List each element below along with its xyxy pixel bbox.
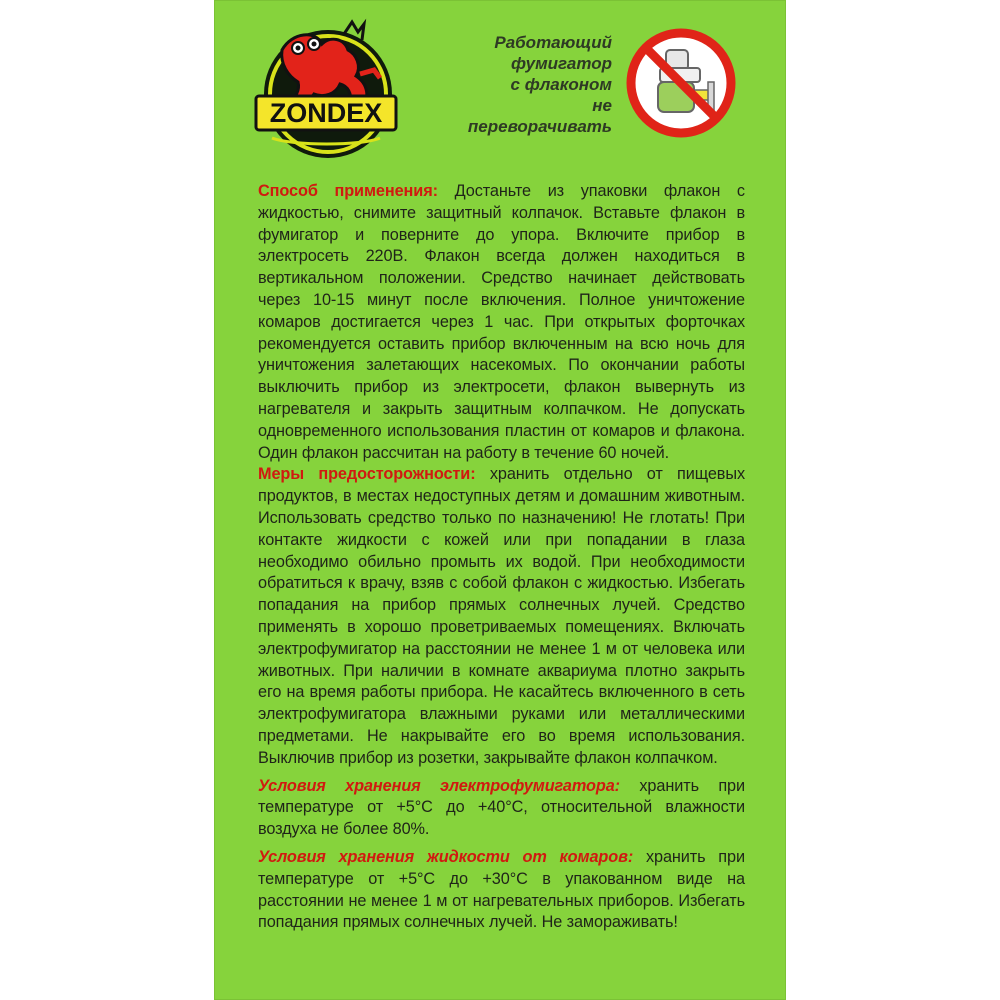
precautions-section xyxy=(258,464,745,769)
instructions-body xyxy=(258,181,745,934)
section-text: Достаньте из упаковки флакон с жидкостью, снимите защитный колпачок. Вставьте флакон в фумигатор и поверните до упора. Включите прибор в электросеть 220В. Флакон всегда должен находиться в вертикальном положении. Средство начинает действовать через 10-15 минут после включения. Полное уничтожение комаров достигается через 1 час. При открытых форточках рекомендуется оставить прибор включенным на всю ночь для уничтожения залетающих насекомых. По окончании работы выключить прибор из электросети, флакон вывернуть из нагревателя и закрыть защитным колпачком. Не допускать одновременного использования пластин от комаров и флакона. Один флакон рассчитан на работу в течение 60 ночей. xyxy=(258,182,745,462)
no-flip-fumigator-icon xyxy=(622,24,740,142)
zondex-logo xyxy=(252,14,400,164)
warning-line: Работающий xyxy=(494,33,612,52)
device-storage-section xyxy=(258,776,745,841)
liquid-storage-section xyxy=(258,847,745,934)
brand-name: ZONDEX xyxy=(269,98,383,128)
warning-text xyxy=(462,32,612,137)
section-text: хранить отдельно от пищевых продуктов, в местах недоступных детям и домашним животным. Использовать средство только по назначению! Не глотать! При контакте жидкости с кожей или при попадании в глаза необходимо обильно промыть их водой. При необходимости обратиться к врачу, взяв с собой флакон с жидкостью. Избегать попадания на прибор прямых солнечных лучей. Средство применять в хорошо проветриваемых помещениях. Включать электрофумигатор на расстоянии не менее 1 м от человека или животных. При наличии в комнате аквариума плотно закрыть его на время работы прибора. Не касайтесь включенного в сеть электрофумигатора влажными руками или металлическими предметами. Не накрывайте его во время использования. Выключив прибор из розетки, закрывайте флакон колпачком. xyxy=(258,465,745,767)
section-text: хранить при температуре от +5°С до +30°С в упакованном виде на расстоянии не менее 1 м от нагревательных приборов. Избегать попадания прямых солнечных лучей. Не замораживать! xyxy=(258,847,745,932)
frog-logo-icon xyxy=(252,14,400,164)
section-heading: Способ применения: xyxy=(258,182,438,200)
warning-line: фумигатор xyxy=(511,54,612,73)
section-heading: Меры предосторожности: xyxy=(258,465,476,484)
warning-line: с флаконом xyxy=(510,75,612,94)
usage-section xyxy=(258,181,745,464)
warning-line: не переворачивать xyxy=(467,96,612,136)
section-heading: Условия хранения жидкости от комаров: xyxy=(258,847,634,866)
section-text: хранить при температуре от +5°С до +40°С, относительной влажности воздуха не более 80%. xyxy=(258,776,745,839)
section-heading: Условия хранения электрофумигатора: xyxy=(258,776,621,795)
